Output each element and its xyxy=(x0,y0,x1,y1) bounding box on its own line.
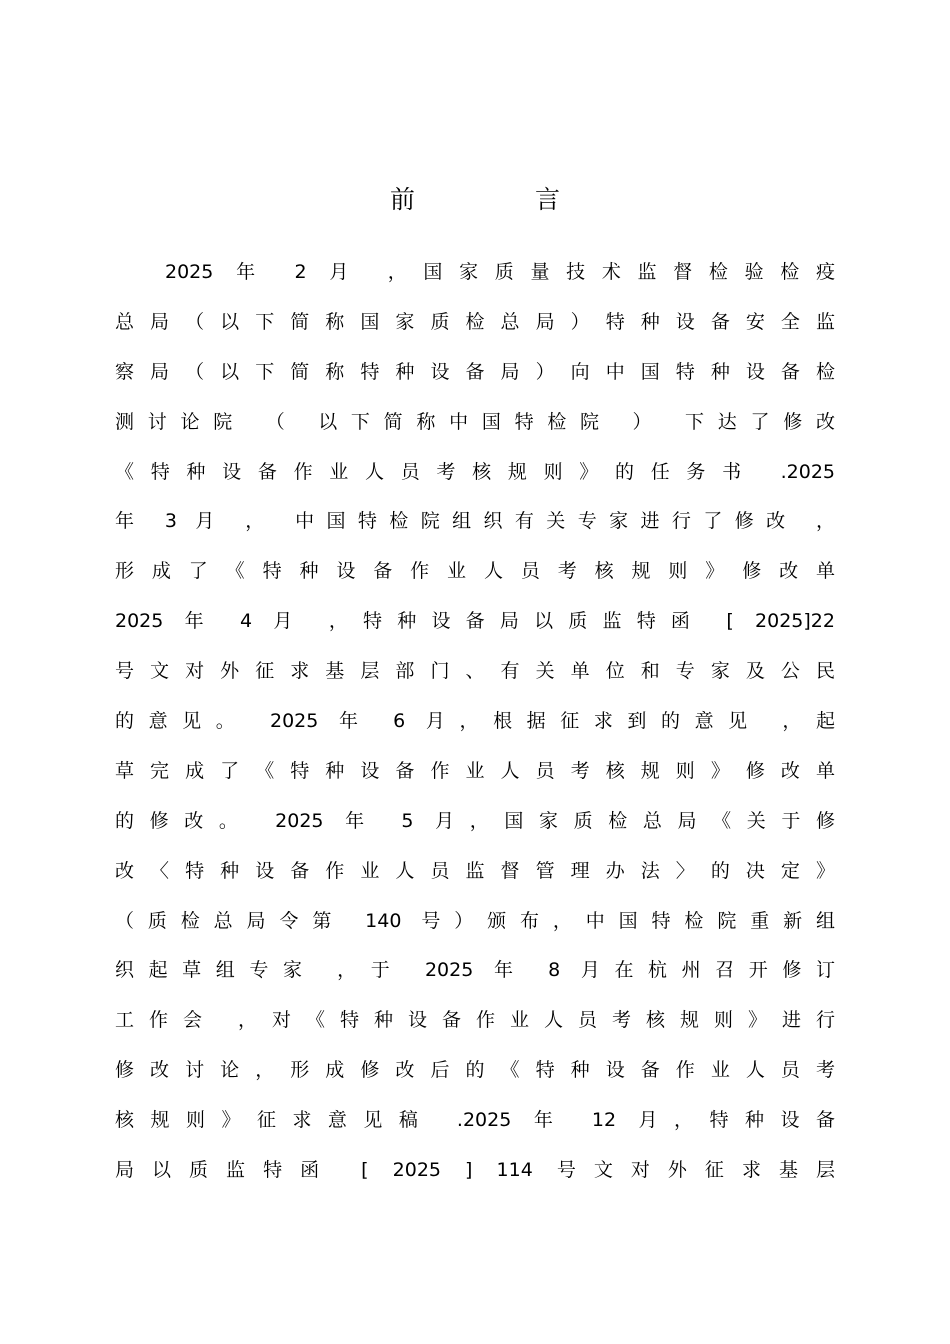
text-line: 察局（以下简称特种设备局）向中国特种设备检 xyxy=(115,360,835,383)
text-line: 年 3 月 ， 中国特检院组织有关专家进行了修改 ， xyxy=(115,510,835,533)
text-line: 织起草组专家 ，于 2025 年 8 月在杭州召开修订 xyxy=(115,959,835,982)
page-title: 前 言 xyxy=(390,185,616,214)
text-line: 草完成了《特种设备作业人员考核规则》修改单 xyxy=(115,759,835,782)
text-line: 总局（以下简称国家质检总局）特种设备安全监 xyxy=(115,310,835,333)
text-line: 的意见。 2025 年 6 月，根据征求到的意见 ，起 xyxy=(115,710,835,733)
text-line: 局以质监特函 [ 2025 ] 114 号文对外征求基层 xyxy=(115,1159,835,1182)
text-line: （质检总局令第 140 号）颁布，中国特检院重新组 xyxy=(115,909,835,932)
text-line: 测讨论院 （ 以下简称中国特检院 ） 下达了修改 xyxy=(115,410,835,433)
text-line: 工作会 ，对《特种设备作业人员考核规则》进行 xyxy=(115,1009,835,1032)
text-line: 核规则》征求意见稿 .2025 年 12 月，特种设备 xyxy=(115,1109,835,1132)
text-line: 形成了《特种设备作业人员考核规则》修改单 xyxy=(115,560,835,583)
text-line: 改〈特种设备作业人员监督管理办法〉的决定》 xyxy=(115,859,835,882)
text-line: 2025 年 2 月 ，国家质量技术监督检验检疫 xyxy=(165,261,835,283)
text-line: 修改讨论，形成修改后的《特种设备作业人员考 xyxy=(115,1059,835,1082)
text-line: 号文对外征求基层部门、有关单位和专家及公民 xyxy=(115,660,835,683)
text-line: 2025 年 4 月 ，特种设备局以质监特函 [ 2025]22 xyxy=(115,610,835,633)
text-line: 的修改。 2025 年 5 月，国家质检总局《关于修 xyxy=(115,809,835,832)
text-line: 《特种设备作业人员考核规则》的任务书 .2025 xyxy=(115,460,835,483)
body-paragraph xyxy=(115,248,835,1196)
